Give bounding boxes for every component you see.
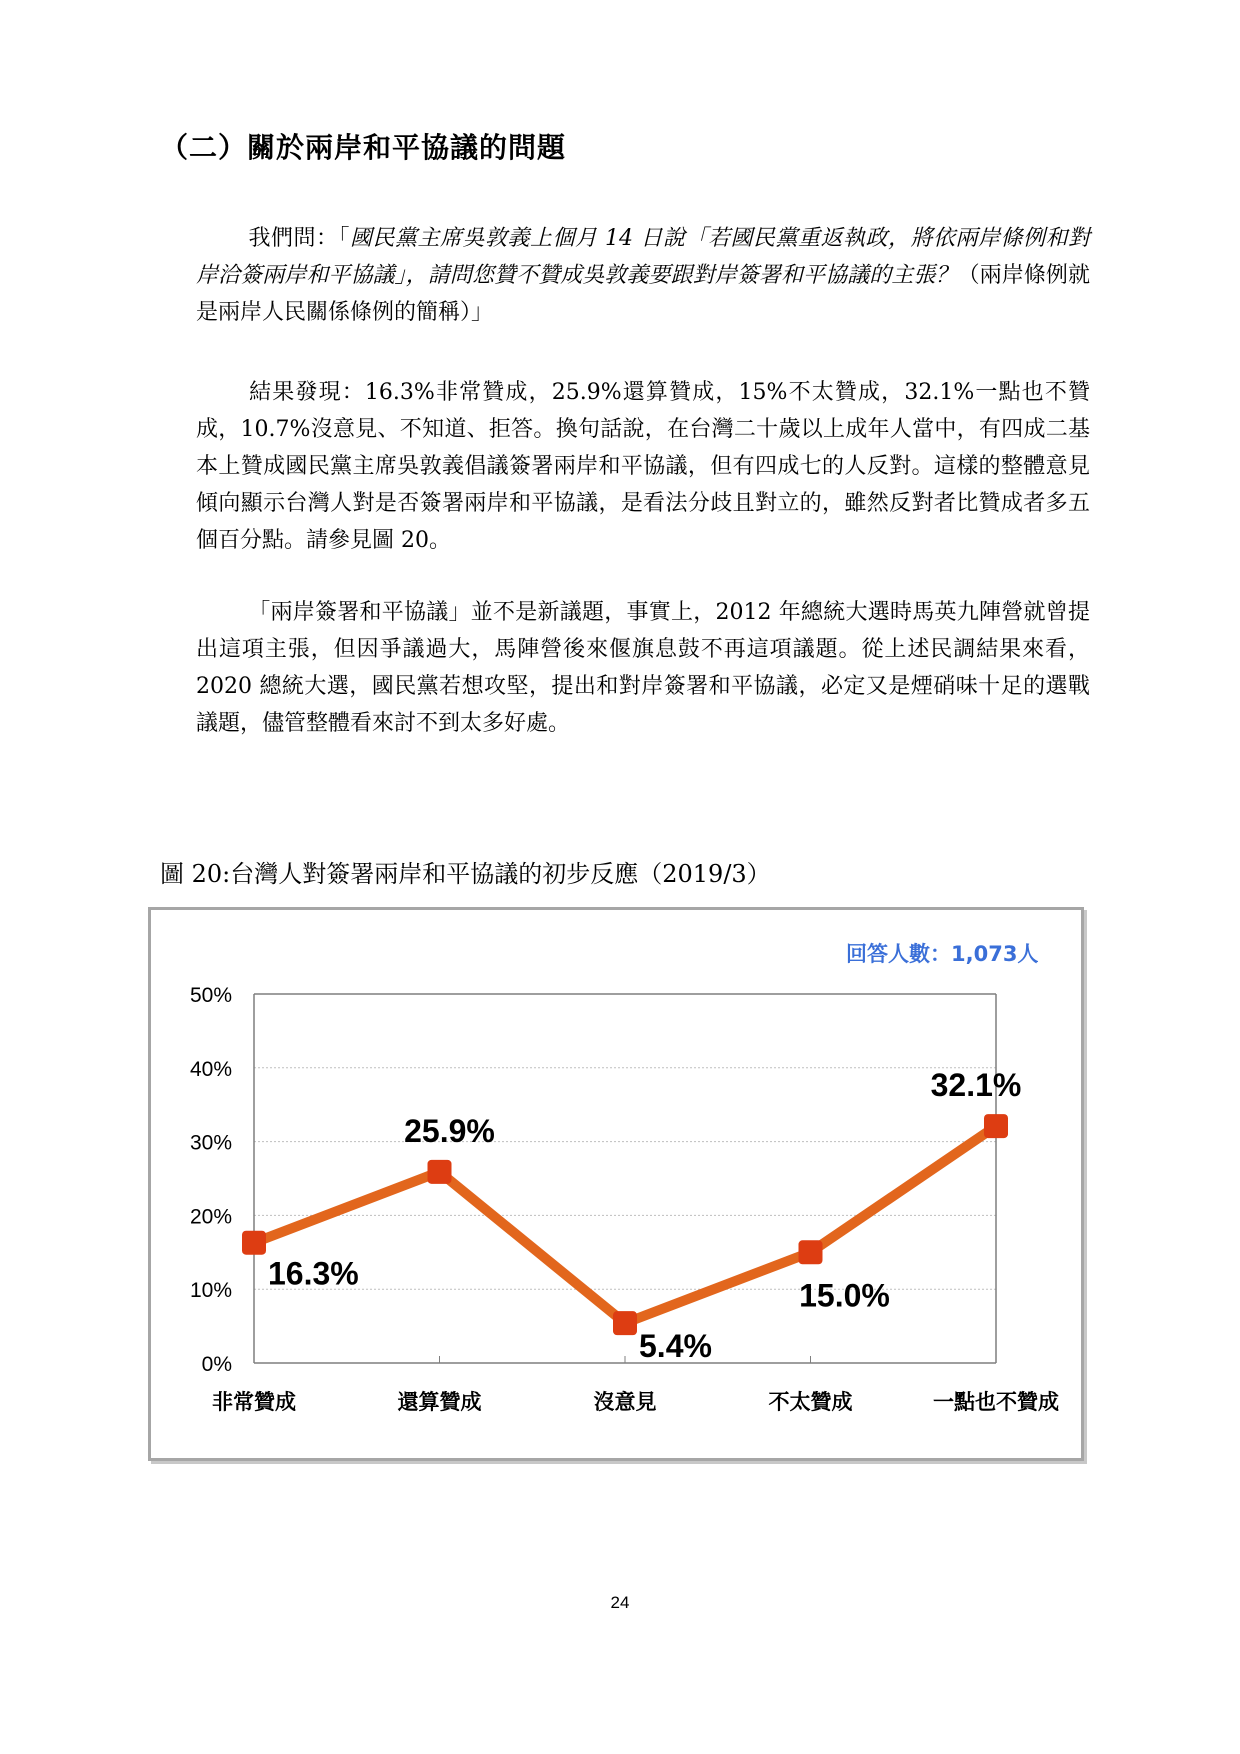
y-tick-label: 40% <box>189 1057 232 1081</box>
data-point-marker <box>613 1311 637 1335</box>
data-point-marker <box>984 1114 1008 1138</box>
data-label: 5.4% <box>639 1328 712 1365</box>
finding-text: 結果發現：16.3%非常贊成，25.9%還算贊成，15%不太贊成，32.1%一點也不贊成，10.7%沒意見、不知道、拒答。換句話說，在台灣二十歲以上成年人當中，有四成二基本上贊成國民黨主席吳敦義倡議簽署兩岸和平協議，但有四成七的人反對。這樣的整體意見傾向顯示台灣人對是否簽署兩岸和平協議，是看法分歧且對立的，雖然反對者比贊成者多五個百分點。請參見圖 20。 <box>196 380 1090 553</box>
chart-axes <box>190 984 1059 1414</box>
data-point-marker <box>428 1160 452 1184</box>
x-category-label: 沒意見 <box>593 1390 657 1414</box>
data-label: 16.3% <box>268 1255 359 1292</box>
context-text: 「兩岸簽署和平協議」並不是新議題，事實上，2012 年總統大選時馬英九陣營就曾提出這項主張，但因爭議過大，馬陣營後來偃旗息鼓不再這項議題。從上述民調結果來看，2020 總統大選，國民黨若想攻堅，提出和對岸簽署和平協議，必定又是煙硝味十足的選戰議題，儘管整體看來討不到太多好處。 <box>196 600 1090 736</box>
figure-caption: 圖 20:台灣人對簽署兩岸和平協議的初步反應（2019/3） <box>160 860 771 888</box>
data-point-marker <box>242 1231 266 1255</box>
question-italic-text: 國民黨主席吳敦義上個月 14 日說「若國民黨重返執政，將依兩岸條例和對岸洽簽兩岸和平協議」，請問您贊不贊成吳敦義要跟對岸簽署和平協議的主張？ <box>196 226 1090 288</box>
y-tick-label: 50% <box>189 984 232 1007</box>
chart-series <box>242 1114 1008 1335</box>
question-suffix: （兩岸條例就是兩岸人民關係條例的簡稱）」 <box>196 263 1090 325</box>
data-label: 25.9% <box>404 1112 495 1149</box>
data-point-marker <box>799 1240 823 1264</box>
data-label: 32.1% <box>930 1067 1022 1104</box>
y-tick-label: 30% <box>189 1131 232 1155</box>
x-category-label: 一點也不贊成 <box>933 1390 1059 1414</box>
x-category-label: 不太贊成 <box>768 1390 853 1414</box>
chart-gridlines <box>254 994 996 1289</box>
question-prefix: 我們問：「 <box>248 226 351 251</box>
respondents-label: 回答人數：1,073人 <box>846 942 1039 966</box>
y-tick-label: 10% <box>189 1279 232 1303</box>
page-number: 24 <box>610 1593 630 1612</box>
y-tick-label: 0% <box>201 1353 232 1376</box>
section-heading: （二）關於兩岸和平協議的問題 <box>160 131 567 164</box>
x-category-label: 還算贊成 <box>397 1390 482 1414</box>
y-tick-label: 20% <box>189 1205 232 1229</box>
data-label: 15.0% <box>799 1277 890 1314</box>
x-category-label: 非常贊成 <box>212 1390 296 1414</box>
